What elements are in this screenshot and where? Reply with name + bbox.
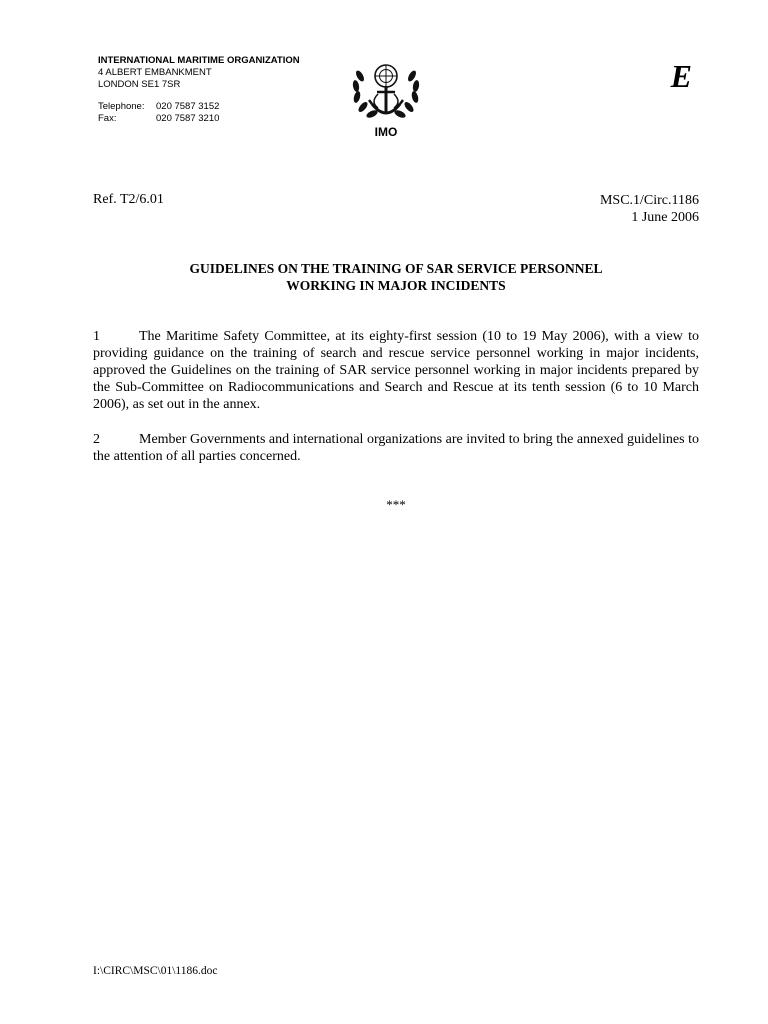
paragraph-1 bbox=[93, 328, 699, 413]
footer-file-path: I:\CIRC\MSC\01\1186.doc bbox=[93, 965, 218, 977]
telephone-label: Telephone: bbox=[98, 101, 145, 112]
circular-reference-block bbox=[600, 192, 699, 226]
paragraph-text: Member Governments and international organizations are invited to bring the annexed guidelines to the attention of all parties concerned. bbox=[93, 432, 699, 464]
circular-number: MSC.1/Circ.1186 bbox=[599, 193, 699, 208]
paragraph-number: 1 bbox=[93, 329, 100, 344]
imo-emblem-label: IMO bbox=[374, 125, 398, 139]
language-mark: E bbox=[670, 58, 692, 94]
fax-value: 020 7587 3210 bbox=[156, 113, 220, 124]
contact-info bbox=[98, 101, 300, 125]
letterhead-address-block bbox=[98, 55, 300, 125]
section-separator: *** bbox=[386, 497, 406, 512]
fax-label: Fax: bbox=[98, 113, 117, 124]
paragraph-number: 2 bbox=[93, 432, 100, 447]
title-line-2: WORKING IN MAJOR INCIDENTS bbox=[286, 278, 506, 293]
telephone-value: 020 7587 3152 bbox=[156, 101, 220, 112]
paragraph-text: The Maritime Safety Committee, at its eighty-first session (10 to 19 May 2006), with a view to providing guidance on the training of search and rescue service personnel working in major incidents, approved the Guidelines on the training of SAR service personnel working in major incidents prepared by the Sub-Committee on Radiocommunications and Search and Rescue at its tenth session (6 to 10 March 2006), as set out in the annex. bbox=[93, 329, 699, 412]
organization-name: INTERNATIONAL MARITIME ORGANIZATION bbox=[98, 55, 300, 66]
imo-emblem-logo bbox=[348, 56, 424, 124]
circular-date: 1 June 2006 bbox=[631, 210, 699, 225]
address-line-1: 4 ALBERT EMBANKMENT bbox=[98, 67, 212, 78]
fax-row bbox=[98, 113, 300, 125]
paragraph-2 bbox=[93, 431, 699, 465]
title-line-1: GUIDELINES ON THE TRAINING OF SAR SERVICE PERSONNEL bbox=[189, 261, 603, 276]
address-line-2: LONDON SE1 7SR bbox=[98, 79, 181, 90]
telephone-row bbox=[98, 101, 300, 113]
reference-number: Ref. T2/6.01 bbox=[93, 192, 164, 207]
document-title bbox=[93, 260, 699, 294]
